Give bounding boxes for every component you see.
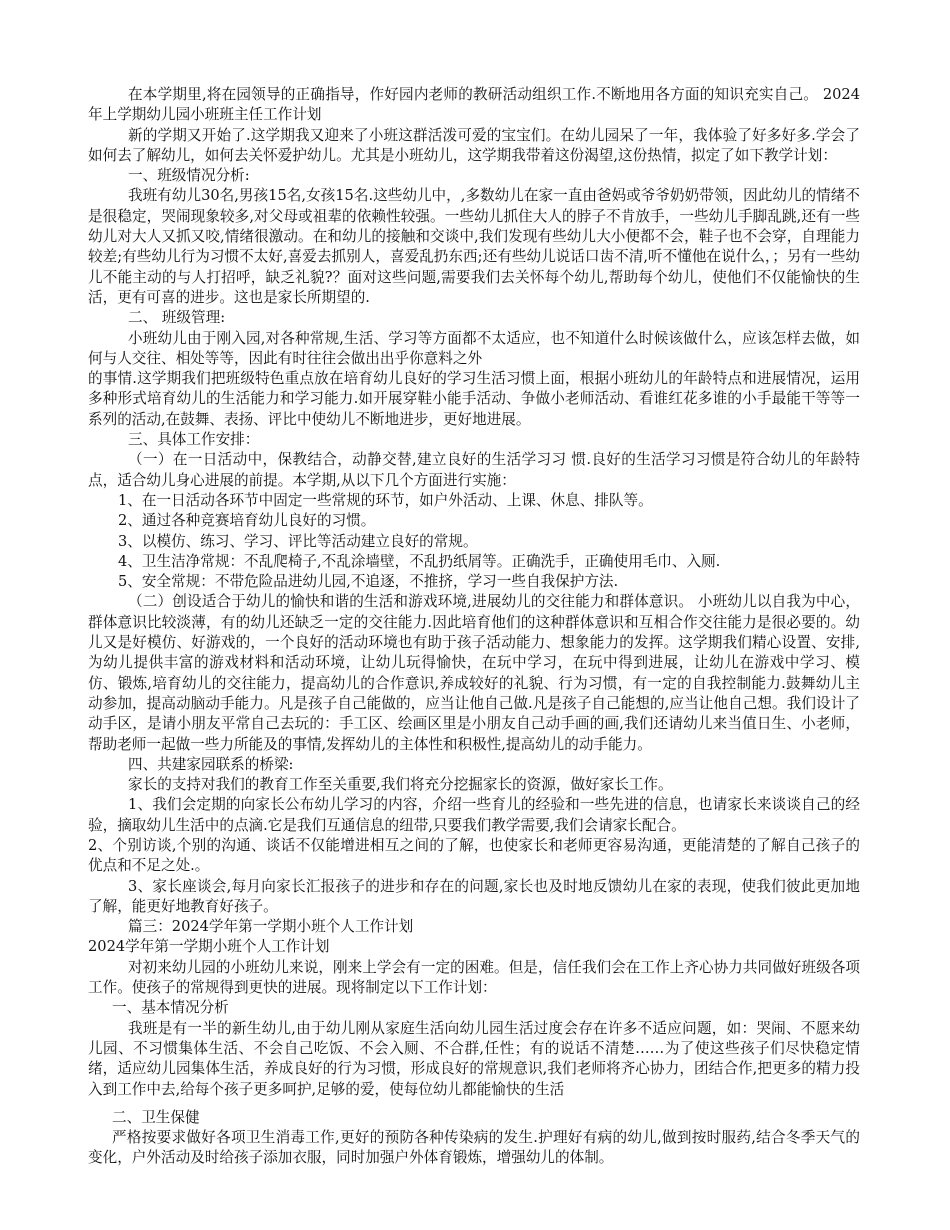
list-item-1: 1、在一日活动各环节中固定一些常规的环节，如户外活动、上课、休息、排队等。 — [118, 491, 653, 509]
paragraph-home-item-1: 1、我们会定期的向家长公布幼儿学习的内容，介绍一些育儿的经验和一些先进的信息，也请家长来谈谈自己的经验，摘取幼儿生活中的点滴.它是我们互通信息的纽带,只要我们教学需要,我们会请家长配合。 — [88, 796, 860, 834]
paragraph-environment: （二）创设适合于幼儿的愉快和谐的生活和游戏环境,进展幼儿的交往能力和群体意识。 小班幼儿以自我为中心，群体意识比较淡薄，有的幼儿还缺乏一定的交往能力.因此培育他们的这种群体意识和互相合作交往能力是很必要的。幼儿又是好模仿、好游戏的，一个良好的活动环境也有助于孩子活动能力、想象能力的发挥。这学期我们精心设置、安排,为幼儿提供丰富的游戏材料和活动环境，让幼儿玩得愉快，在玩中学习，在玩中得到进展，让幼儿在游戏中学习、模仿、锻炼,培育幼儿的交往能力，提高幼儿的合作意识,养成较好的礼貌、行为习惯，有一定的自我控制能力.鼓舞幼儿主动参加，提高动脑动手能力。凡是孩子自己能做的，应当让他自己做.凡是孩子自己能想的,应当让他自己想。我们设计了动手区，是请小朋友平常自己去玩的：手工区、绘画区里是小朋友自己动手画的画,我们还请幼儿来当值日生、小老师，帮助老师一起做一些力所能及的事情,发挥幼儿的主体性和积极性,提高幼儿的动手能力。 — [88, 593, 860, 753]
paragraph-home-item-3: 3、家长座谈会,每月向家长汇报孩子的进步和存在的问题,家长也及时地反馈幼儿在家的表现，使我们彼此更加地了解，能更好地教育好孩子。 — [88, 877, 860, 915]
paragraph-class-analysis: 我班有幼儿30名,男孩15名,女孩15名.这些幼儿中，,多数幼儿在家一直由爸妈或爷爷奶奶带领，因此幼儿的情绪不是很稳定，哭闹现象较多,对父母或祖辈的依赖性较强。一些幼儿抓住大人的脖子不肯放手，一些幼儿手脚乱跳,还有一些幼儿对大人又抓又咬,情绪很激动。在和幼儿的接触和交谈中,我们发现有些幼儿大小便都不会，鞋子也不会穿，自理能力较差;有些幼儿行为习惯不太好,喜爱去抓别人，喜爱乱扔东西;还有些幼儿说话口齿不清,听不懂他在说什么，；另有一些幼儿不能主动的与人打招呼，缺乏礼貌?？面对这些问题,需要我们去关怀每个幼儿,帮助每个幼儿，使他们不仅能愉快的生活，更有可喜的进步。这也是家长所期望的. — [88, 187, 860, 306]
paragraph-new-semester: 新的学期又开始了.这学期我又迎来了小班这群活泼可爱的宝宝们。在幼儿园呆了一年，我体验了好多好多.学会了如何去了解幼儿，如何去关怀爱护幼儿。尤其是小班幼儿，这学期我带着这份渴望,这份热情，拟定了如下教学计划： — [88, 126, 860, 164]
heading-class-management: 二、 班级管理: — [128, 309, 226, 327]
paragraph-daily-activities: （一）在一日活动中，保教结合，动静交替,建立良好的生活学习习 惯.良好的生活学习习惯是符合幼儿的年龄特点，适合幼儿身心进展的前提。本学期,从以下几个方面进行实施： — [88, 451, 860, 489]
heading-part-three: 篇三：2024学年第一学期小班个人工作计划 — [128, 918, 414, 936]
heading-basic-analysis: 一、基本情况分析 — [112, 999, 229, 1017]
list-item-4: 4、卫生洁净常规：不乱爬椅子,不乱涂墙壁，不乱扔纸屑等。正确洗手，正确使用毛巾、入厕. — [118, 552, 721, 570]
paragraph-class-management: 小班幼儿由于刚入园,对各种常规,生活、学习等方面都不太适应，也不知道什么时候该做什么，应该怎样去做，如何与人交往、相处等等，因此有时往往会做出出乎你意料之外 — [88, 329, 860, 367]
paragraph-basic-analysis: 我班是有一半的新生幼儿,由于幼儿刚从家庭生活向幼儿园生活过度会存在许多不适应问题，如：哭闹、不愿来幼儿园、不习惯集体生活、不会自己吃饭、不会入厕、不合群,任性；有的说话不清楚……为了使这些孩子们尽快稳定情绪，适应幼儿园集体生活，养成良好的行为习惯，形成良好的常规意识,我们老师将齐心协力，团结合作,把更多的精力投入到工作中去,给每个孩子更多呵护,足够的爱，使每位幼儿都能愉快的生活 — [88, 1019, 860, 1098]
heading-personal-plan: 2024学年第一学期小班个人工作计划 — [88, 938, 330, 956]
paragraph-intro: 在本学期里,将在园领导的正确指导，作好园内老师的教研活动组织工作.不断地用各方面的知识充实自己。 2024年上学期幼儿园小班班主任工作计划 — [88, 86, 860, 124]
paragraph-parent-support: 家长的支持对我们的教育工作至关重要,我们将充分挖掘家长的资源，做好家长工作。 — [128, 776, 673, 794]
list-item-5: 5、安全常规：不带危险品进幼儿园,不追逐，不推挤，学习一些自我保护方法. — [118, 573, 619, 591]
heading-health-care: 二、卫生保健 — [112, 1108, 200, 1126]
paragraph-health-care: 严格按要求做好各项卫生消毒工作,更好的预防各种传染病的发生.护理好有病的幼儿,做到按时服药,结合冬季天气的变化，户外活动及时给孩子添加衣服，同时加强户外体育锻炼，增强幼儿的体制。 — [88, 1129, 860, 1167]
paragraph-plan-intro: 对初来幼儿园的小班幼儿来说，刚来上学会有一定的困难。但是，信任我们会在工作上齐心协力共同做好班级各项工作。使孩子的常规得到更快的进展。现将制定以下工作计划： — [88, 958, 860, 997]
list-item-3: 3、以模仿、练习、学习、评比等活动建立良好的常规。 — [118, 532, 478, 550]
document-body — [88, 85, 860, 1169]
paragraph-class-management-cont: 的事情.这学期我们把班级特色重点放在培育幼儿良好的学习生活习惯上面，根据小班幼儿的年龄特点和进展情况，运用多种形式培育幼儿的生活能力和学习能力.如开展穿鞋小能手活动、争做小老师活动、看谁红花多谁的小手最能干等等一系列的活动,在鼓舞、表扬、评比中使幼儿不断地进步，更好地进展。 — [88, 370, 860, 428]
spacer — [88, 1100, 860, 1108]
heading-class-analysis: 一、班级情况分析: — [128, 167, 250, 185]
paragraph-home-item-2: 2、个别访谈,个别的沟通、谈话不仅能增进相互之间的了解，也使家长和老师更容易沟通，更能清楚的了解自己孩子的优点和不足之处.。 — [88, 836, 860, 875]
heading-home-school: 四、共建家园联系的桥梁: — [128, 755, 294, 773]
heading-work-arrangement: 三、具体工作安排： — [128, 431, 260, 449]
list-item-2: 2、通过各种竞赛培育幼儿良好的习惯。 — [118, 512, 376, 530]
